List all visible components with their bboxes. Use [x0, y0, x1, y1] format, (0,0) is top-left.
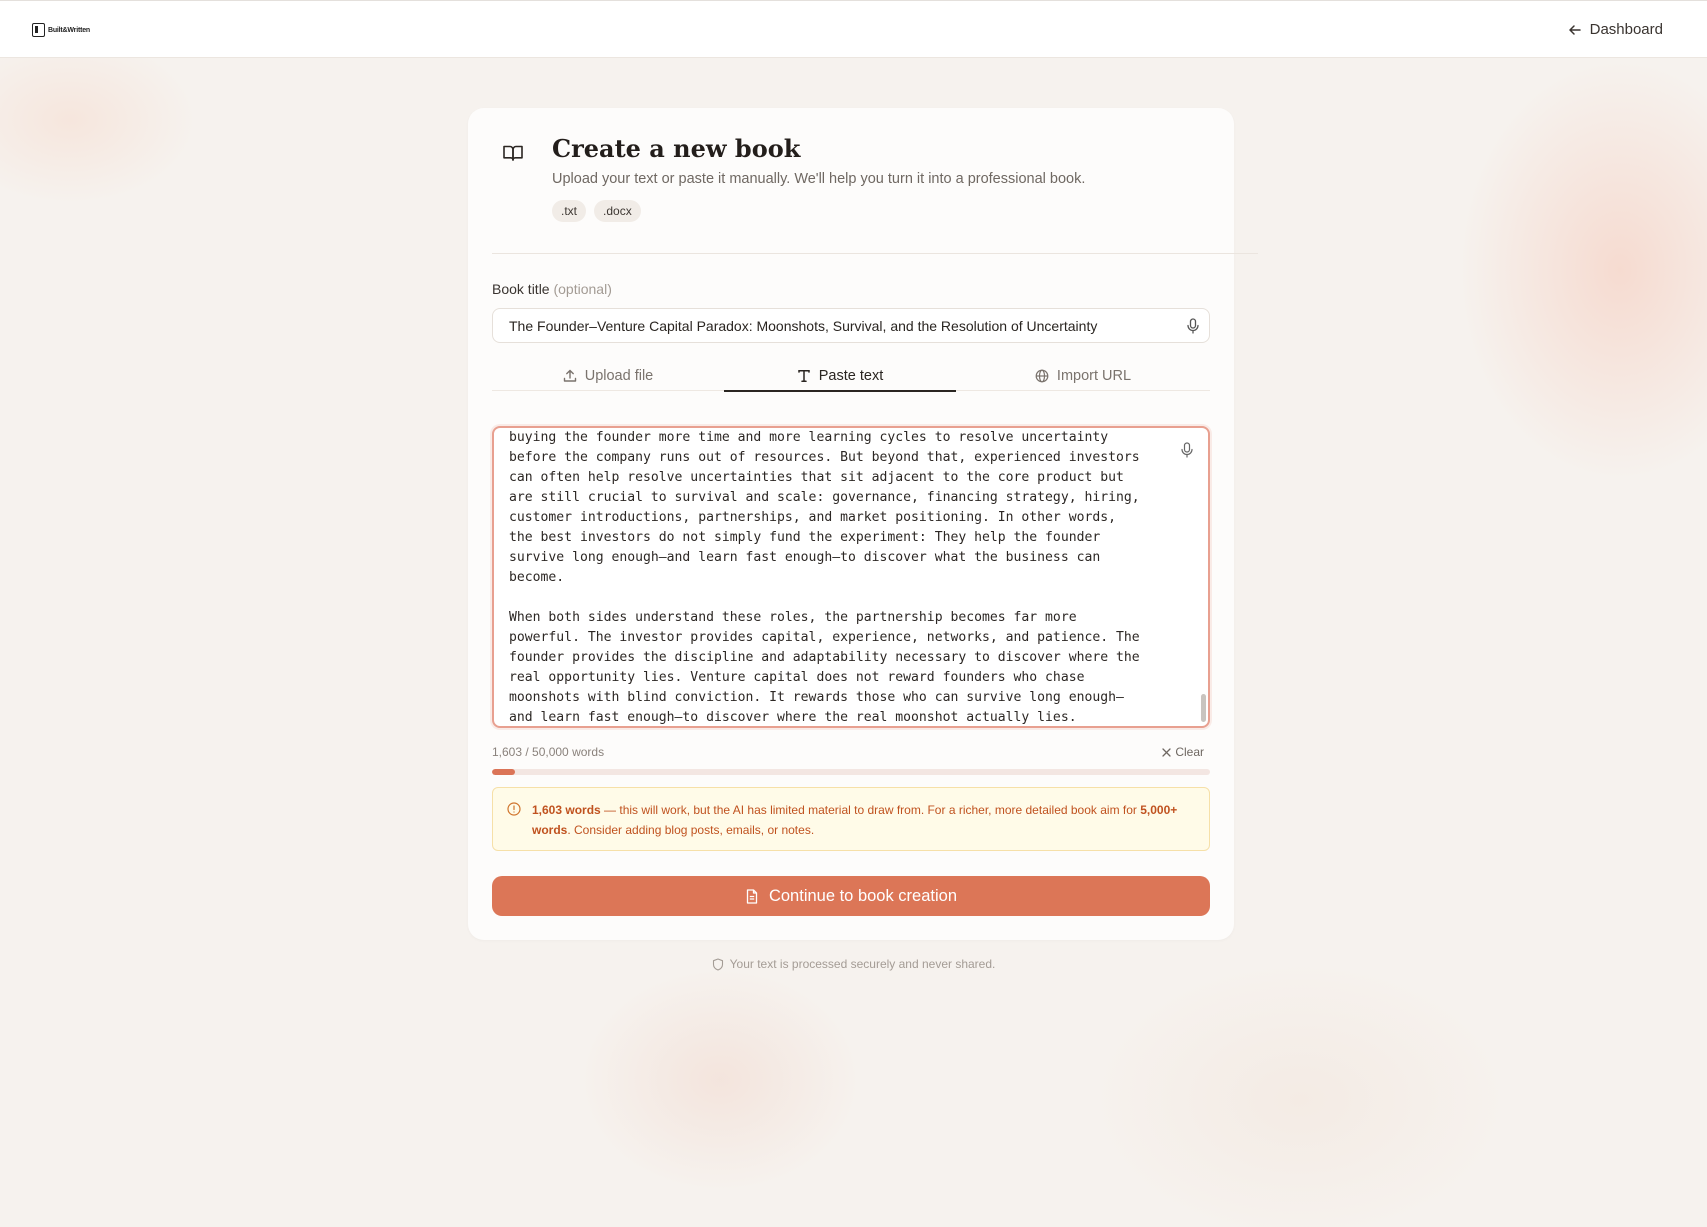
document-icon — [745, 889, 759, 904]
tab-upload-file[interactable] — [492, 361, 724, 391]
logo[interactable] — [32, 23, 90, 37]
text-icon — [797, 369, 811, 383]
chip-docx: .docx — [594, 200, 641, 222]
textarea-microphone-icon[interactable] — [1180, 442, 1194, 458]
open-book-icon — [502, 142, 524, 164]
notice-text — [532, 800, 1192, 840]
optional-hint: (optional) — [553, 281, 612, 297]
notice-text-1: — this will work, but the AI has limited material to draw from. For a richer, more detailed book aim for — [600, 803, 1141, 817]
paste-text-area[interactable] — [492, 426, 1210, 728]
dashboard-link[interactable] — [1568, 21, 1663, 38]
continue-button[interactable] — [492, 876, 1210, 916]
word-count-progress — [492, 769, 1210, 775]
shield-icon — [712, 958, 724, 971]
tab-paste-label: Paste text — [818, 368, 884, 384]
close-icon — [1162, 748, 1171, 757]
logo-text: Built&Written — [48, 26, 90, 34]
notice-target: 5,000+ words — [532, 803, 1178, 837]
paste-text-content[interactable]: buying the founder more time and more learning cycles to resolve uncertainty before the company runs out of resources. But beyond that, experienced investors can often help resolve uncertainties that sit adjacent to the core product but are still crucial to survival and scale: governance, financing strategy, hiring, customer introductions, partnerships, and market positioning. In other words, the best investors do not simply fund the experiment: They help the founder survive long enough—and learn fast enough—to discover what the business can become. When both sides understand these roles, the partnership becomes far more powerful. The investor provides capital, experience, networks, and patience. The founder provides the discipline and adaptability necessary to discover where the real opportunity lies. Venture capital does not reward founders who chase moonshots with blind conviction. It rewards those who can survive long enough— and learn fast enough—to discover where the real moonshot actually lies. — [509, 430, 1140, 725]
book-title-input[interactable] — [492, 308, 1210, 343]
tab-paste-text[interactable] — [724, 361, 956, 391]
word-count-notice — [492, 787, 1210, 851]
dashboard-label: Dashboard — [1589, 21, 1663, 38]
divider — [492, 253, 1258, 254]
chip-txt: .txt — [552, 200, 586, 222]
globe-icon — [1035, 369, 1049, 383]
security-footnote — [0, 957, 1707, 971]
input-method-tabs — [492, 361, 1210, 391]
notice-count: 1,603 words — [532, 803, 601, 817]
file-type-chips — [552, 200, 641, 222]
logo-icon — [32, 23, 45, 37]
page-subtitle: Upload your text or paste it manually. We'll help you turn it into a professional book. — [552, 171, 1086, 187]
arrow-left-icon — [1568, 23, 1582, 37]
notice-text-2: . Consider adding blog posts, emails, or notes. — [567, 823, 815, 837]
info-icon — [507, 802, 521, 816]
book-title-label-text: Book title — [492, 281, 550, 297]
scrollbar-thumb[interactable] — [1201, 694, 1206, 722]
tab-import-url[interactable] — [956, 361, 1210, 391]
book-title-label — [492, 281, 612, 297]
page-title: Create a new book — [552, 134, 801, 163]
top-bar — [0, 0, 1707, 58]
tab-upload-label: Upload file — [584, 368, 654, 384]
microphone-icon[interactable] — [1186, 318, 1200, 334]
word-count: 1,603 / 50,000 words — [492, 745, 605, 759]
clear-label: Clear — [1175, 745, 1204, 759]
continue-label: Continue to book creation — [768, 886, 958, 905]
upload-icon — [563, 369, 577, 383]
tab-import-label: Import URL — [1056, 368, 1132, 384]
create-book-card — [468, 108, 1234, 940]
clear-button[interactable] — [1162, 745, 1204, 759]
word-count-progress-fill — [492, 769, 515, 775]
footnote-text: Your text is processed securely and never shared. — [729, 957, 996, 971]
